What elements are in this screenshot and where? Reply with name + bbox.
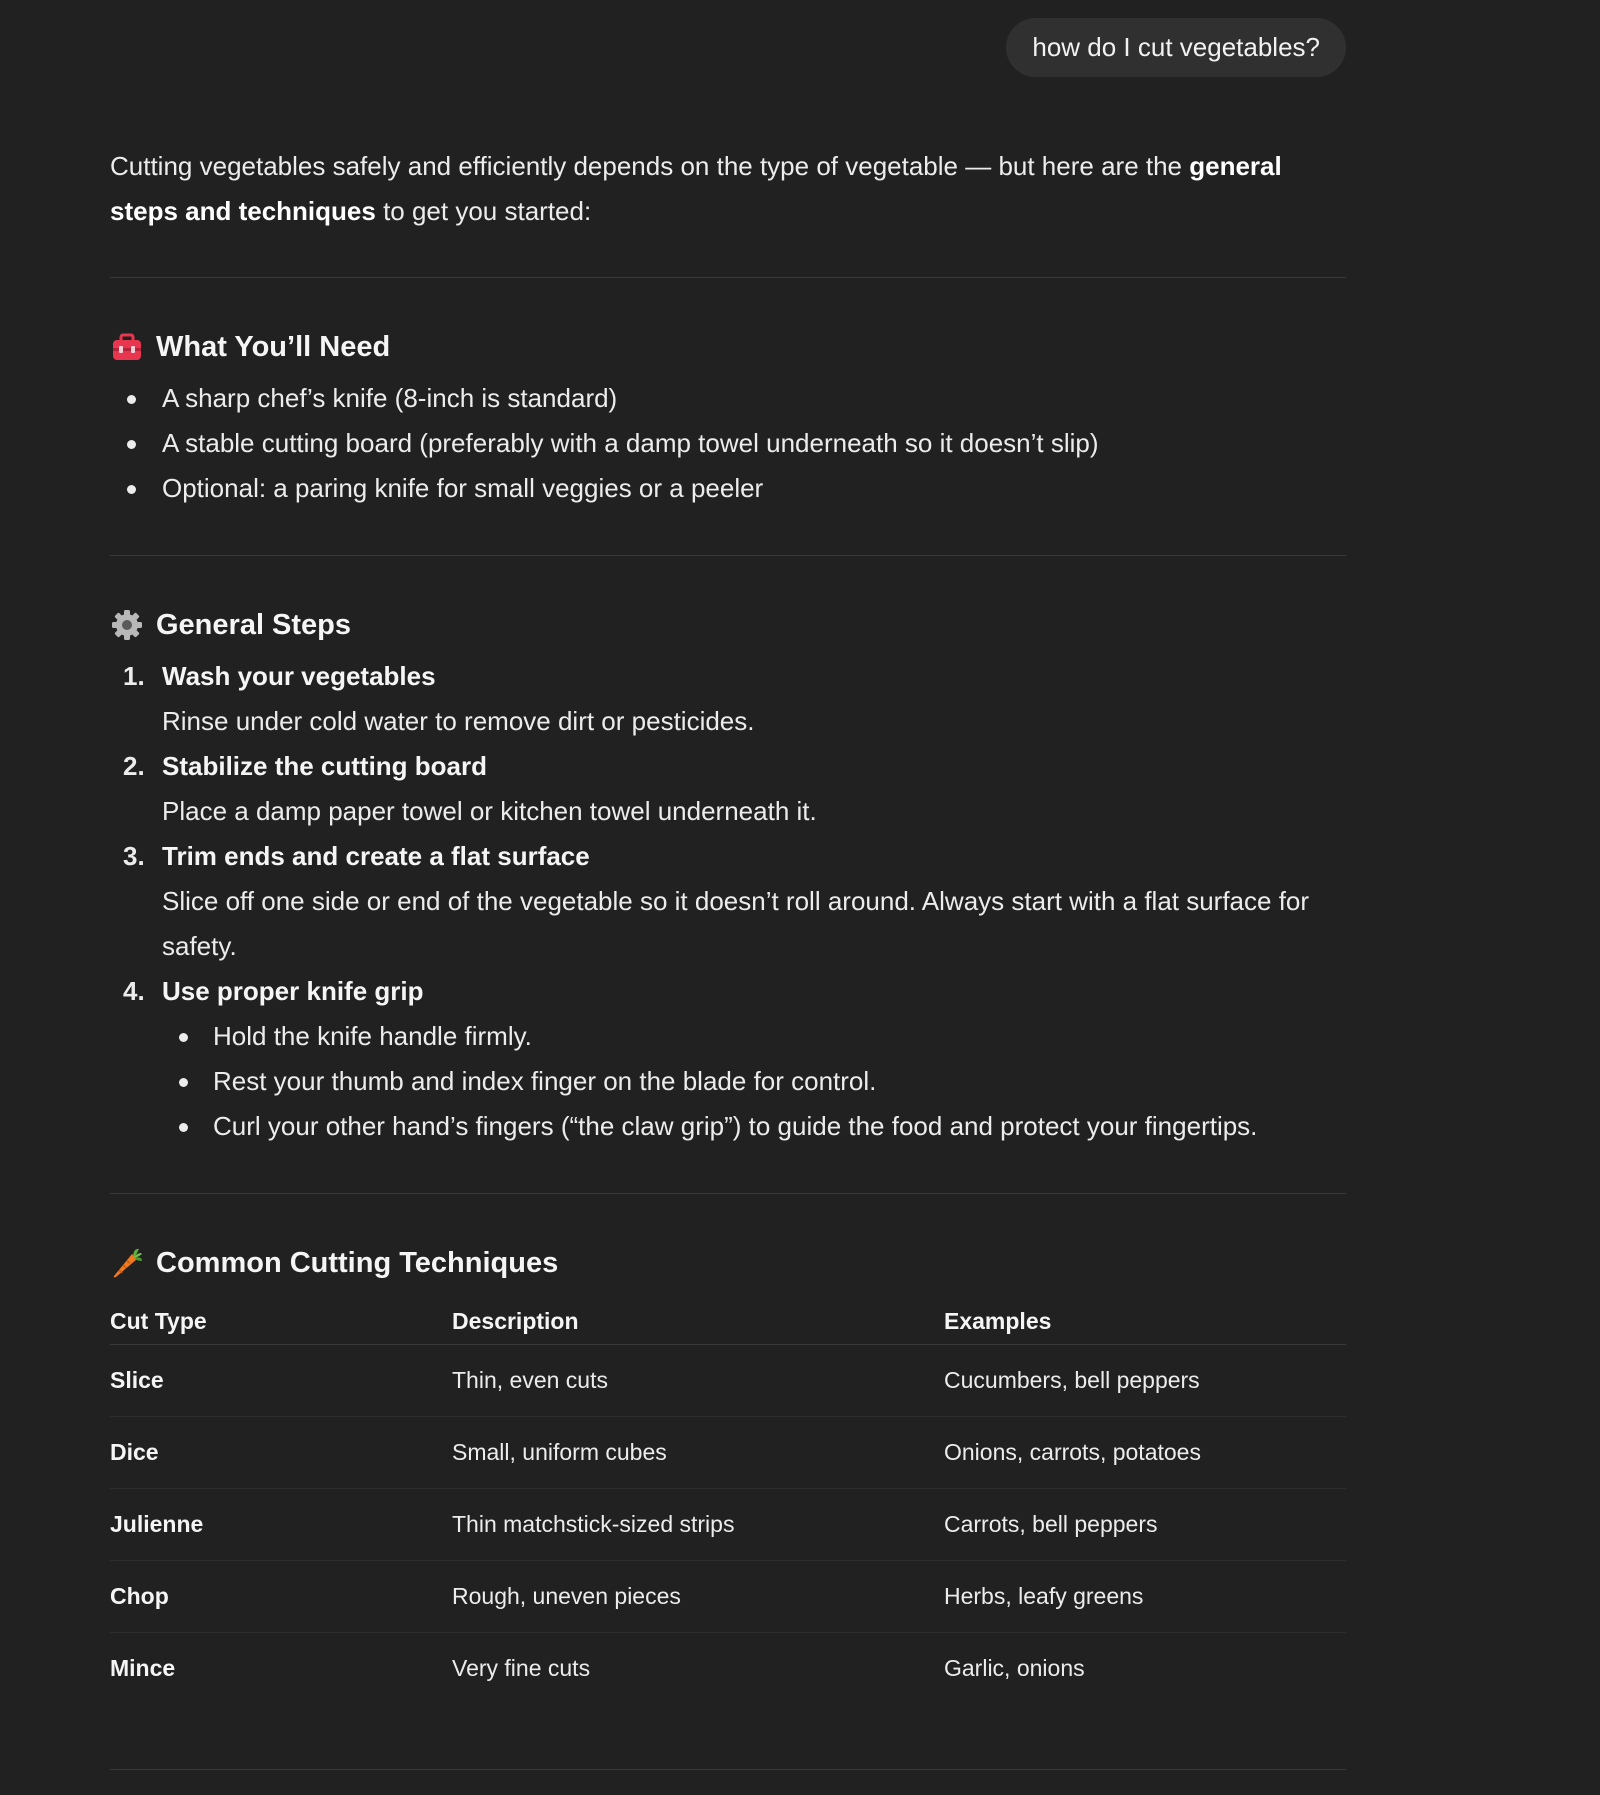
list-item: A sharp chef’s knife (8-inch is standard): [110, 376, 1346, 421]
table-row: [110, 1633, 1346, 1705]
table-row: [110, 1417, 1346, 1489]
list-item: Curl your other hand’s fingers (“the claw grip”) to guide the food and protect your fingertips.: [162, 1104, 1346, 1149]
cell-examples: Onions, carrots, potatoes: [944, 1417, 1346, 1489]
cell-description: Thin matchstick-sized strips: [452, 1489, 944, 1561]
step-detail: Slice off one side or end of the vegetable so it doesn’t roll around. Always start with a flat surface for safety.: [162, 886, 1310, 961]
intro-text-before: Cutting vegetables safely and efficiently depends on the type of vegetable — but here are the: [110, 151, 1190, 181]
cell-examples: Carrots, bell peppers: [944, 1489, 1346, 1561]
table-row: [110, 1345, 1346, 1417]
cell-cut-type: Slice: [110, 1345, 452, 1417]
step-number: 3.: [123, 841, 145, 871]
step-item: [110, 834, 1346, 969]
cell-cut-type: Mince: [110, 1655, 176, 1681]
step-title: Use proper knife grip: [162, 976, 424, 1006]
cell-cut-type: Dice: [110, 1417, 452, 1489]
cell-description: Small, uniform cubes: [452, 1417, 944, 1489]
divider: [110, 1769, 1346, 1770]
step-detail: Place a damp paper towel or kitchen towel underneath it.: [162, 796, 817, 826]
cell-examples: Garlic, onions: [944, 1655, 1085, 1681]
cell-description: Thin, even cuts: [452, 1345, 944, 1417]
section-title-need: [110, 327, 390, 367]
cell-description: Rough, uneven pieces: [452, 1561, 944, 1633]
list-item: Optional: a paring knife for small veggies or a peeler: [110, 466, 1346, 511]
step-number: 2.: [123, 751, 145, 781]
step-item: [110, 654, 1346, 744]
intro-bold-text: general steps and techniques: [110, 151, 1282, 226]
table-row: [110, 1489, 1346, 1561]
list-item: Hold the knife handle firmly.: [162, 1014, 1346, 1059]
step-sublist: [162, 1014, 1346, 1149]
list-item: A stable cutting board (preferably with a damp towel underneath so it doesn’t slip): [110, 421, 1346, 466]
techniques-table: [110, 1298, 1346, 1704]
step-number: 4.: [123, 976, 145, 1006]
intro-paragraph: [110, 144, 1346, 234]
table-row: [110, 1561, 1346, 1633]
intro-text-after: to get you started:: [375, 196, 592, 226]
cell-cut-type: Julienne: [110, 1489, 452, 1561]
cell-cut-type: Chop: [110, 1561, 452, 1633]
section-title-techniques-text: Common Cutting Techniques: [156, 1246, 559, 1279]
carrot-icon: [110, 1246, 144, 1280]
section-title-steps-text: General Steps: [156, 608, 352, 641]
column-header-description: Description: [452, 1298, 944, 1345]
section-title-techniques: [110, 1243, 558, 1283]
need-list: [110, 376, 1346, 511]
section-title-need-text: What You’ll Need: [156, 330, 391, 363]
table-header-row: [110, 1298, 1346, 1345]
column-header-cut-type: Cut Type: [110, 1298, 452, 1345]
gear-icon: [110, 608, 144, 642]
list-item: Rest your thumb and index finger on the blade for control.: [162, 1059, 1346, 1104]
step-item: [110, 744, 1346, 834]
section-title-steps: [110, 605, 351, 645]
divider: [110, 555, 1346, 556]
steps-list: [110, 654, 1346, 1149]
divider: [110, 1193, 1346, 1194]
step-detail: Rinse under cold water to remove dirt or pesticides.: [162, 706, 755, 736]
step-number: 1.: [123, 661, 145, 691]
column-header-examples: Examples: [944, 1298, 1346, 1345]
step-title: Trim ends and create a flat surface: [162, 841, 590, 871]
step-item: [110, 969, 1346, 1149]
user-message-bubble: how do I cut vegetables?: [1006, 18, 1346, 77]
step-title: Wash your vegetables: [162, 661, 436, 691]
divider: [110, 277, 1346, 278]
cell-examples: Cucumbers, bell peppers: [944, 1345, 1346, 1417]
step-title: Stabilize the cutting board: [162, 751, 488, 781]
toolbox-icon: [110, 330, 144, 364]
cell-description: Very fine cuts: [452, 1655, 591, 1681]
cell-examples: Herbs, leafy greens: [944, 1561, 1346, 1633]
